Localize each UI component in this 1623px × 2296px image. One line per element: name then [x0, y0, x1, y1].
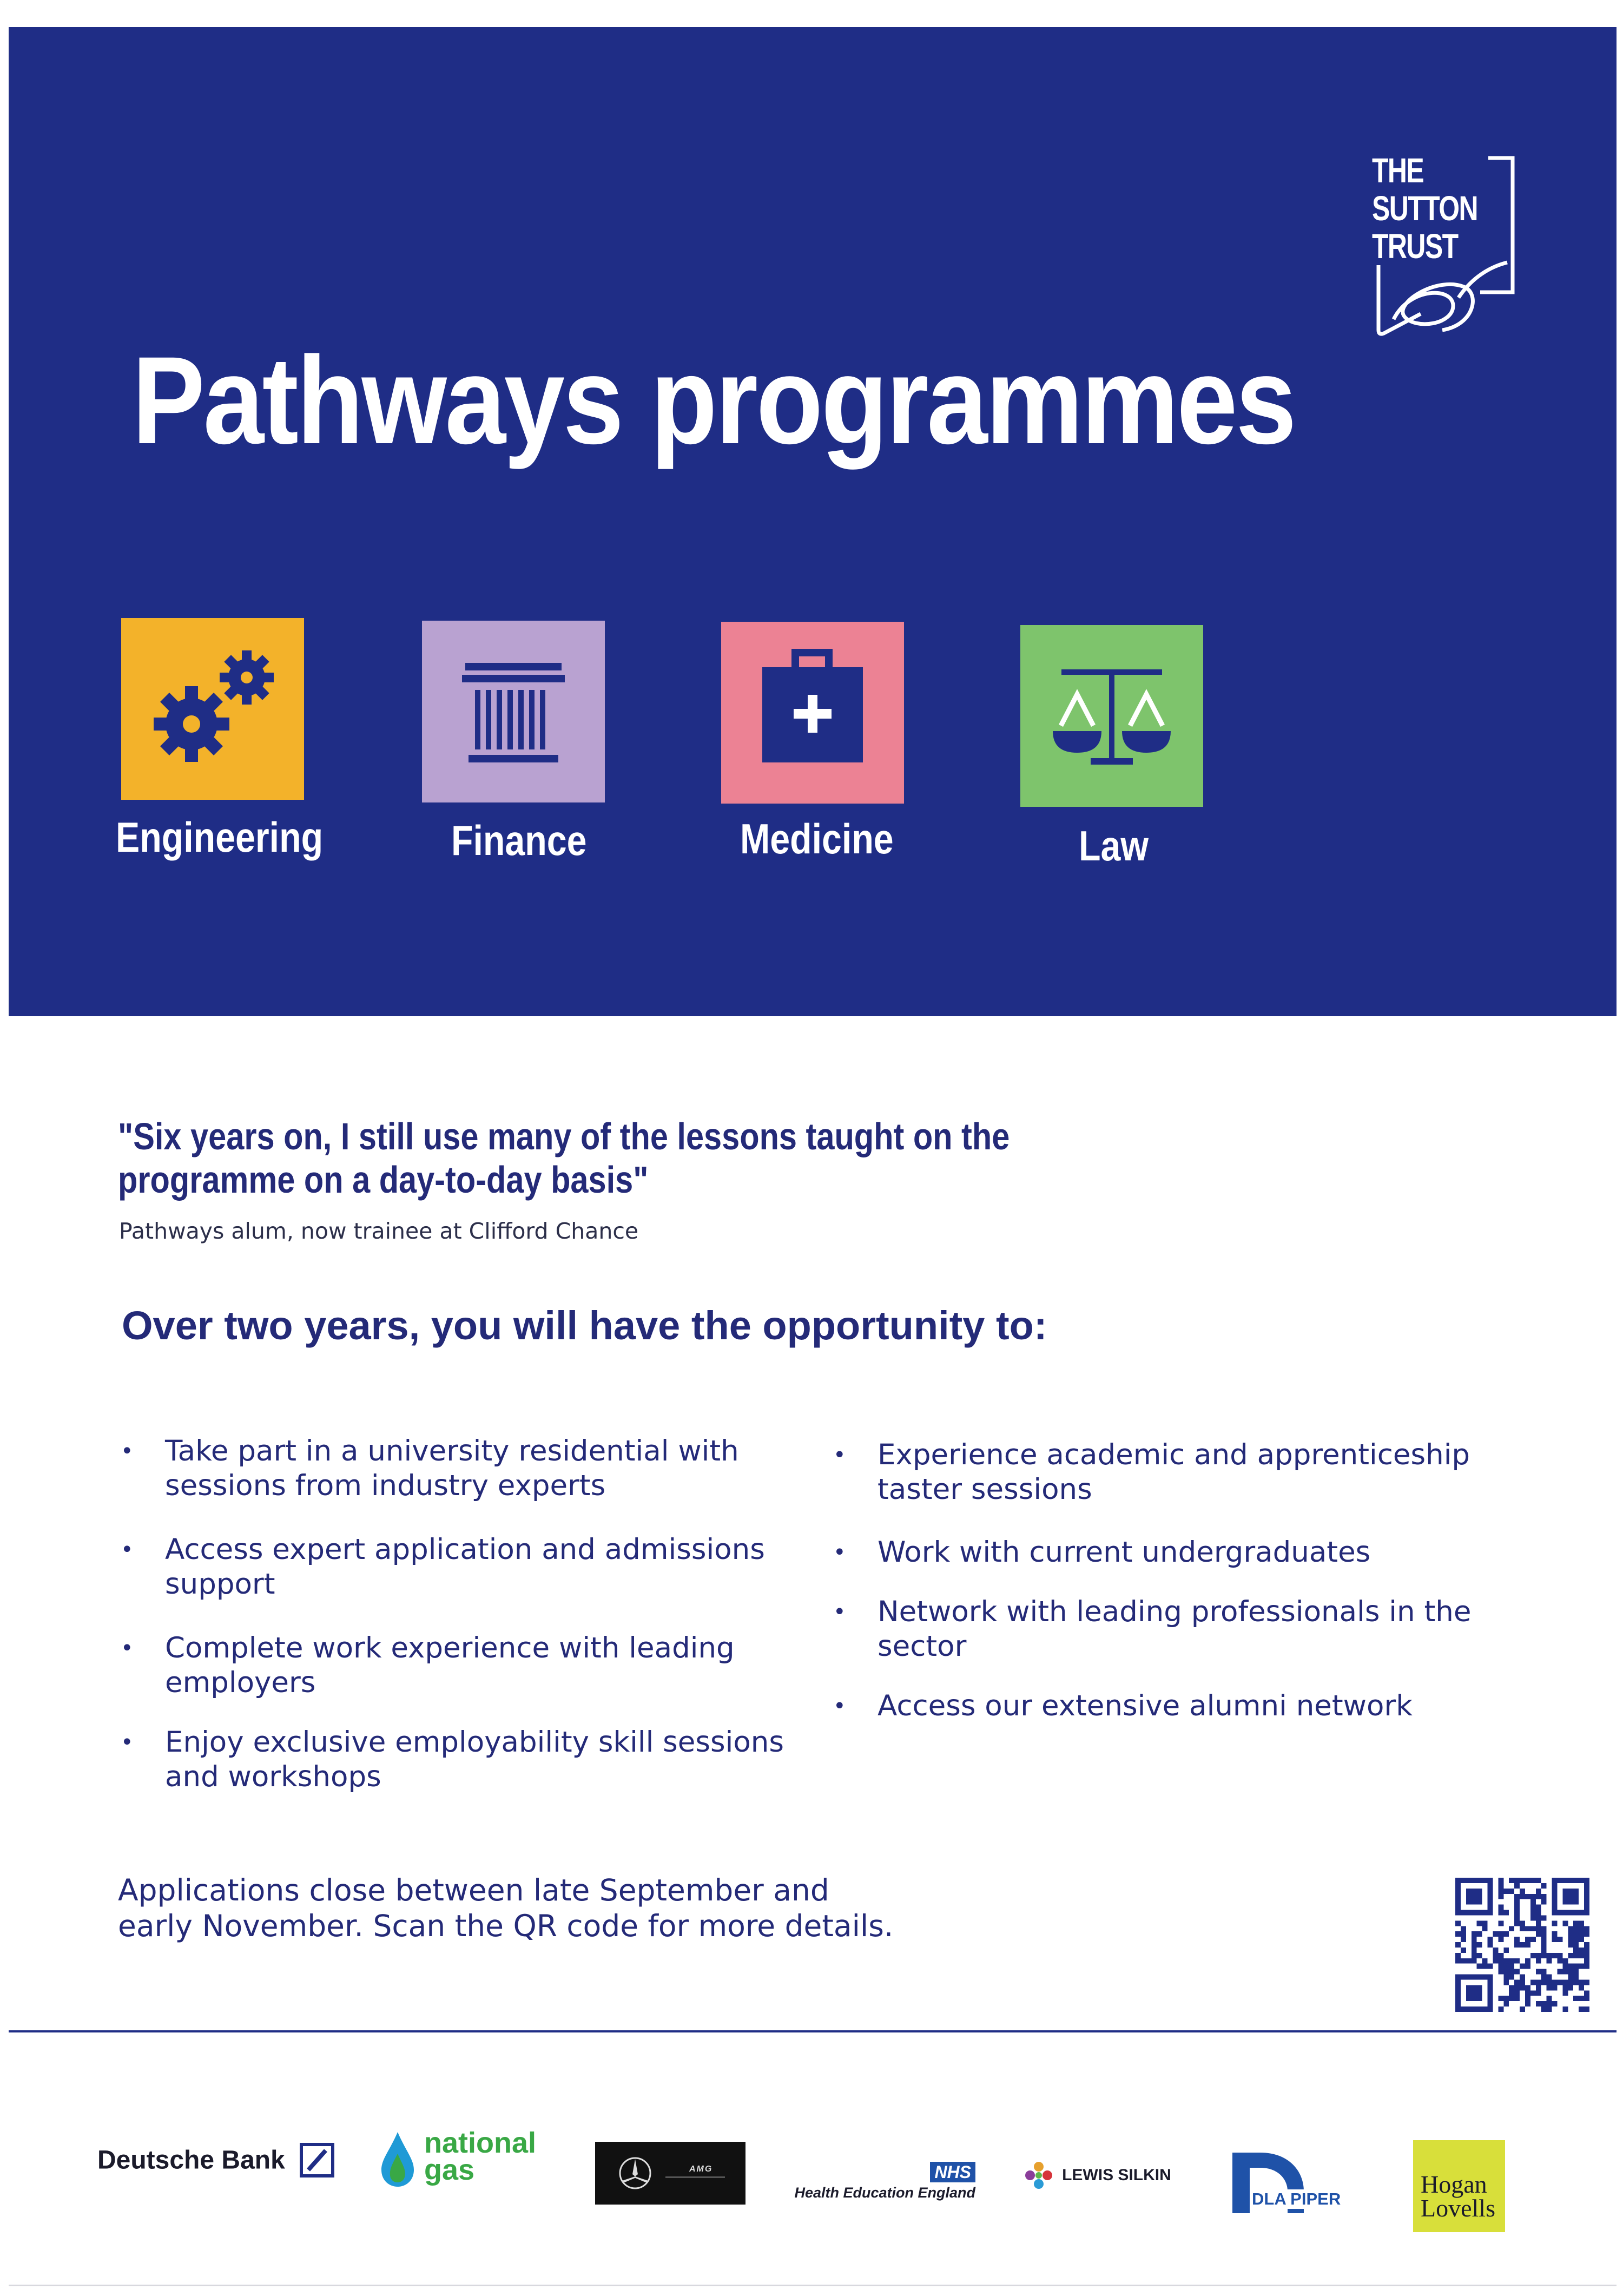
tile-label-medicine: Medicine — [740, 815, 894, 863]
hogan-lovells-name — [1421, 2170, 1495, 2222]
list-item: • Access our extensive alumni network — [833, 1689, 1504, 1723]
medical-bag-icon — [721, 622, 904, 804]
mercedes-star-icon — [595, 2142, 745, 2205]
dla-piper-name: DLA PIPER — [1250, 2189, 1343, 2209]
list-item: • Work with current undergraduates — [833, 1535, 1504, 1570]
sutton-trust-logo — [1372, 152, 1523, 357]
tile-finance — [422, 621, 605, 802]
list-item: • Experience academic and apprenticeship taster sessions — [833, 1438, 1504, 1507]
logo-line-the: THE — [1372, 151, 1424, 190]
sponsor-lewis-silkin — [1022, 2159, 1171, 2192]
sponsor-deutsche-bank — [97, 2143, 334, 2177]
national-gas-wordmark — [424, 2127, 537, 2186]
testimonial-attribution: Pathways alum, now trainee at Clifford Chance — [119, 1218, 639, 1244]
opportunities-heading: Over two years, you will have the opportunity to: — [122, 1303, 1047, 1348]
tile-law — [1020, 625, 1203, 807]
nhs-hee-name: Health Education England — [794, 2185, 975, 2201]
mercedes-amg-wordmark: AMG — [689, 2165, 713, 2174]
sponsor-dla-piper — [1228, 2148, 1350, 2219]
tile-engineering — [121, 618, 304, 800]
list-item: • Enjoy exclusive employability skill sessions and workshops — [121, 1725, 791, 1794]
logo-line-sutton: SUTTON — [1372, 189, 1477, 228]
flame-drop-icon — [379, 2129, 417, 2189]
sponsor-hogan-lovells — [1413, 2140, 1505, 2232]
testimonial-quote: "Six years on, I still use many of the lessons taught on the programme on a day-to-day basis" — [118, 1115, 1010, 1201]
list-item: • Complete work experience with leading employers — [121, 1631, 791, 1700]
hogan-lovells-line-1: Hogan — [1421, 2170, 1487, 2198]
nhs-badge: NHS — [930, 2162, 975, 2182]
qr-code[interactable] — [1455, 1878, 1589, 2012]
gears-icon — [121, 618, 304, 800]
hero-banner — [9, 27, 1617, 1016]
qr-code-graphic — [1455, 1878, 1589, 2012]
hogan-lovells-line-2: Lovells — [1421, 2194, 1495, 2222]
list-item: • Access expert application and admissions support — [121, 1532, 791, 1602]
logo-line-trust: TRUST — [1372, 227, 1458, 266]
sutton-trust-logo-text — [1372, 152, 1477, 265]
opportunities-list-right — [833, 1438, 1504, 1723]
deutsche-bank-name: Deutsche Bank — [97, 2146, 285, 2175]
scales-of-justice-icon — [1020, 625, 1203, 807]
national-gas-line-2: gas — [424, 2154, 475, 2186]
sponsor-mercedes-amg — [595, 2142, 745, 2205]
page-title: Pathways programmes — [132, 331, 1295, 470]
bank-building-icon — [422, 621, 605, 802]
opportunities-list-left — [121, 1434, 791, 1794]
tile-label-engineering: Engineering — [116, 813, 324, 861]
tile-label-finance: Finance — [451, 817, 587, 864]
list-item: • Take part in a university residential with sessions from industry experts — [121, 1434, 791, 1503]
tile-label-law: Law — [1079, 822, 1149, 870]
national-gas-line-1: national — [424, 2127, 537, 2159]
list-item: • Network with leading professionals in the sector — [833, 1595, 1504, 1664]
footer-divider — [9, 2030, 1617, 2032]
lewis-silkin-name: LEWIS SILKIN — [1062, 2166, 1171, 2184]
tile-medicine — [721, 622, 904, 804]
lewis-silkin-icon — [1022, 2159, 1055, 2192]
deutsche-bank-icon — [300, 2143, 334, 2177]
closing-text: Applications close between late September and early November. Scan the QR code for more details. — [118, 1873, 894, 1943]
page-bottom-line — [9, 2285, 1617, 2286]
